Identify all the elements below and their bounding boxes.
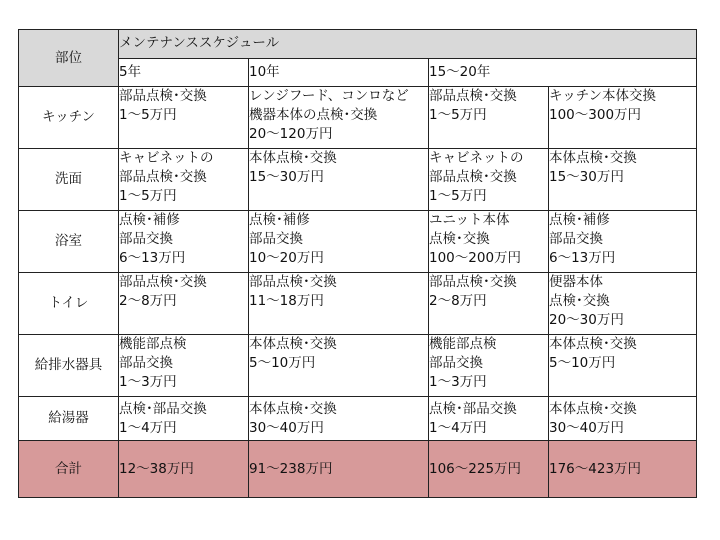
table-row (19, 335, 697, 397)
table-cell (549, 149, 697, 211)
table-row (19, 273, 697, 335)
cell-line: 本体点検･交換 (549, 336, 637, 352)
total-value: 176〜423万円 (549, 441, 697, 498)
cell-line: 機能部点検 (429, 336, 497, 352)
table-cell (119, 273, 249, 335)
cell-line: 点検･部品交換 (429, 400, 517, 417)
cell-line: 部品交換 (429, 355, 483, 371)
cell-line: 1〜5万円 (119, 107, 177, 123)
cell-line: 6〜13万円 (119, 250, 186, 266)
table-cell (429, 335, 549, 397)
cell-line: 2〜8万円 (119, 293, 177, 309)
table-cell (549, 273, 697, 335)
cell-line: 1〜4万円 (429, 419, 487, 436)
total-value: 106〜225万円 (429, 441, 549, 498)
column-header-schedule: メンテナンススケジュール (119, 30, 697, 59)
table-cell (119, 335, 249, 397)
cell-line: 本体点検･交換 (249, 150, 337, 166)
cell-line: レンジフード、コンロなど (249, 88, 409, 104)
cell-line: 20〜120万円 (249, 126, 333, 142)
total-label: 合計 (19, 441, 119, 498)
cell-line: 15〜30万円 (249, 169, 324, 185)
cell-line: 本体点検･交換 (249, 336, 337, 352)
cell-line: 100〜200万円 (429, 250, 522, 266)
cell-line: 部品点検･交換 (119, 88, 207, 104)
table-cell (249, 273, 429, 335)
table-cell (429, 397, 549, 441)
cell-line: 1〜5万円 (429, 107, 487, 123)
cell-line: 2〜8万円 (429, 293, 487, 309)
maintenance-schedule-table (18, 29, 697, 498)
cell-line: 本体点検･交換 (549, 400, 637, 417)
cell-line: 点検･補修 (119, 212, 180, 228)
cell-line: 5〜10万円 (549, 355, 616, 371)
cell-line: 1〜3万円 (119, 374, 177, 390)
row-label: 給湯器 (19, 397, 119, 441)
cell-line: キャビネットの (429, 150, 524, 166)
table-row (19, 87, 697, 149)
table-cell (429, 87, 549, 149)
row-label: 浴室 (19, 211, 119, 273)
cell-line: 1〜3万円 (429, 374, 487, 390)
cell-line: 30〜40万円 (549, 419, 624, 436)
cell-line: 点検･交換 (429, 231, 490, 247)
table-cell (549, 335, 697, 397)
table-row (19, 149, 697, 211)
cell-line: 部品交換 (249, 231, 303, 247)
table-cell (119, 211, 249, 273)
table-cell (249, 335, 429, 397)
column-header-part: 部位 (19, 30, 119, 87)
cell-line: 20〜30万円 (549, 312, 624, 328)
cell-line: 100〜300万円 (549, 107, 642, 123)
cell-line: 部品交換 (119, 355, 173, 371)
table-cell (429, 273, 549, 335)
table-cell (549, 211, 697, 273)
total-value: 12〜38万円 (119, 441, 249, 498)
cell-line: 6〜13万円 (549, 250, 616, 266)
cell-line: 部品点検･交換 (119, 274, 207, 290)
table-cell (549, 87, 697, 149)
cell-line: 部品点検･交換 (429, 274, 517, 290)
table-cell (249, 211, 429, 273)
cell-line: 点検･補修 (249, 212, 310, 228)
table-row (19, 211, 697, 273)
cell-line: 点検･部品交換 (119, 400, 207, 417)
header-row-years (19, 58, 697, 87)
total-value: 91〜238万円 (249, 441, 429, 498)
header-row-title (19, 30, 697, 59)
cell-line: 11〜18万円 (249, 293, 324, 309)
cell-line: 1〜5万円 (119, 188, 177, 204)
table-cell (429, 149, 549, 211)
cell-line: 本体点検･交換 (549, 150, 637, 166)
cell-line: 部品交換 (119, 231, 173, 247)
row-label: キッチン (19, 87, 119, 149)
cell-line: 便器本体 (549, 274, 603, 290)
cell-line: 部品点検･交換 (119, 169, 207, 185)
year-header-15-20: 15〜20年 (429, 58, 697, 87)
cell-line: 15〜30万円 (549, 169, 624, 185)
table-row (19, 397, 697, 441)
table-cell (429, 211, 549, 273)
cell-line: キッチン本体交換 (549, 88, 657, 104)
year-header-5: 5年 (119, 58, 249, 87)
year-header-10: 10年 (249, 58, 429, 87)
cell-line: 本体点検･交換 (249, 400, 337, 417)
table-cell (549, 397, 697, 441)
cell-line: 点検･補修 (549, 212, 610, 228)
cell-line: 10〜20万円 (249, 250, 324, 266)
cell-line: 30〜40万円 (249, 419, 324, 436)
row-label: 洗面 (19, 149, 119, 211)
cell-line: 1〜4万円 (119, 419, 177, 436)
cell-line: 部品点検･交換 (429, 88, 517, 104)
table-cell (119, 87, 249, 149)
cell-line: 機器本体の点検･交換 (249, 107, 378, 123)
table-cell (249, 397, 429, 441)
cell-line: 1〜5万円 (429, 188, 487, 204)
cell-line: 部品点検･交換 (249, 274, 337, 290)
row-label: トイレ (19, 273, 119, 335)
cell-line: ユニット本体 (429, 212, 510, 228)
cell-line: 点検･交換 (549, 293, 610, 309)
table-cell (119, 149, 249, 211)
cell-line: 機能部点検 (119, 336, 187, 352)
row-label: 給排水器具 (19, 335, 119, 397)
total-row (19, 441, 697, 498)
cell-line: キャビネットの (119, 150, 214, 166)
table-cell (119, 397, 249, 441)
table-cell (249, 87, 429, 149)
cell-line: 部品点検･交換 (429, 169, 517, 185)
cell-line: 5〜10万円 (249, 355, 316, 371)
cell-line: 部品交換 (549, 231, 603, 247)
table-cell (249, 149, 429, 211)
